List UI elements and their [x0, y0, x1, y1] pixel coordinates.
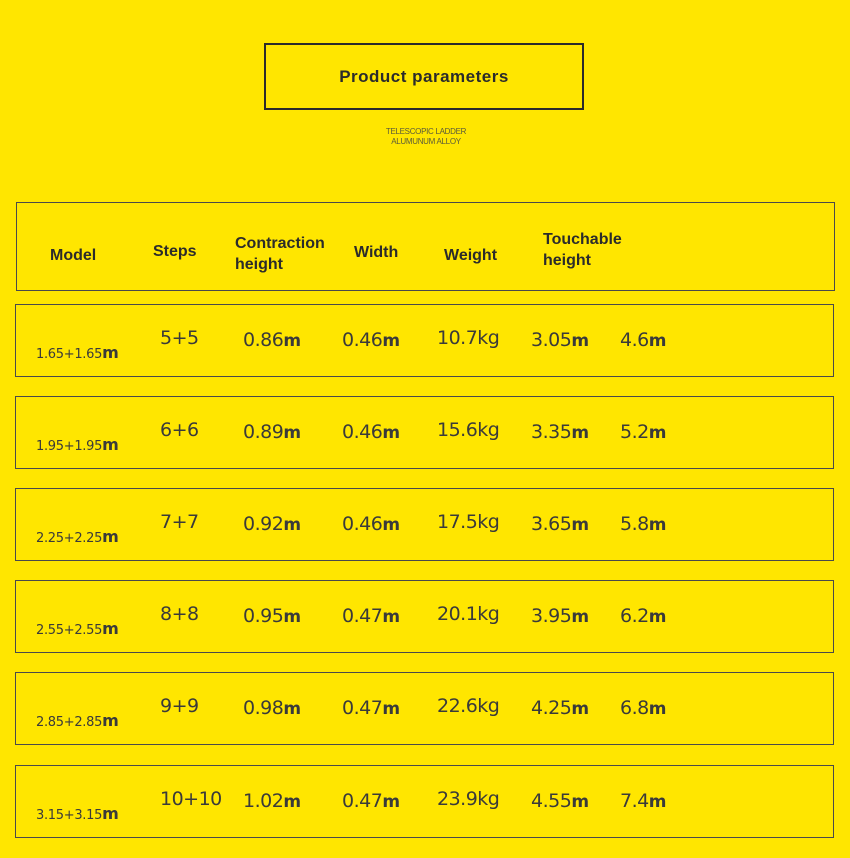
cell-steps: 7+7	[160, 511, 199, 533]
cell-weight: 17.5kg	[437, 511, 500, 533]
cell-steps: 10+10	[160, 788, 222, 810]
cell-steps: 9+9	[160, 695, 199, 717]
cell-weight: 15.6kg	[437, 419, 500, 441]
cell-steps: 5+5	[160, 327, 199, 349]
cell-extra-height: 5.8m	[620, 513, 666, 535]
cell-touchable-height: 3.35m	[531, 421, 589, 443]
table-row	[15, 304, 834, 377]
cell-contraction-height: 0.89m	[243, 421, 301, 443]
cell-model: 2.85+2.85m	[36, 711, 119, 730]
cell-model: 1.65+1.65m	[36, 343, 119, 362]
cell-touchable-height: 3.95m	[531, 605, 589, 627]
cell-contraction-height: 0.98m	[243, 697, 301, 719]
subtitle	[326, 127, 526, 147]
cell-weight: 10.7kg	[437, 327, 500, 349]
cell-model: 2.25+2.25m	[36, 527, 119, 546]
cell-steps: 6+6	[160, 419, 199, 441]
header-model: Model	[50, 247, 97, 264]
cell-weight: 23.9kg	[437, 788, 500, 810]
cell-width: 0.47m	[342, 605, 400, 627]
cell-width: 0.46m	[342, 421, 400, 443]
cell-touchable-height: 3.65m	[531, 513, 589, 535]
cell-model: 1.95+1.95m	[36, 435, 119, 454]
cell-touchable-height: 4.55m	[531, 790, 589, 812]
cell-contraction-height: 0.95m	[243, 605, 301, 627]
cell-width: 0.47m	[342, 697, 400, 719]
header-steps: Steps	[153, 243, 197, 260]
table-row	[15, 672, 834, 745]
cell-width: 0.46m	[342, 329, 400, 351]
subtitle-line-1: TELESCOPIC LADDER	[385, 127, 467, 136]
cell-extra-height: 6.8m	[620, 697, 666, 719]
table-row	[15, 396, 834, 469]
cell-extra-height: 5.2m	[620, 421, 666, 443]
header-touchable-height: Touchable height	[543, 231, 622, 269]
table-row	[15, 580, 834, 653]
cell-model: 2.55+2.55m	[36, 619, 119, 638]
cell-extra-height: 4.6m	[620, 329, 666, 351]
cell-weight: 20.1kg	[437, 603, 500, 625]
cell-touchable-height: 3.05m	[531, 329, 589, 351]
table-row	[15, 765, 834, 838]
cell-extra-height: 6.2m	[620, 605, 666, 627]
table-row	[15, 488, 834, 561]
table-header	[16, 202, 835, 291]
cell-width: 0.46m	[342, 513, 400, 535]
cell-model: 3.15+3.15m	[36, 804, 119, 823]
header-weight: Weight	[444, 247, 498, 264]
cell-width: 0.47m	[342, 790, 400, 812]
subtitle-line-2: ALUMUNUM ALLOY	[391, 137, 461, 146]
cell-steps: 8+8	[160, 603, 199, 625]
cell-weight: 22.6kg	[437, 695, 500, 717]
page-title: Product parameters	[339, 66, 509, 86]
cell-contraction-height: 0.86m	[243, 329, 301, 351]
header-contraction-height: Contraction height	[235, 235, 325, 273]
cell-extra-height: 7.4m	[620, 790, 666, 812]
cell-contraction-height: 1.02m	[243, 790, 301, 812]
header-width: Width	[354, 244, 399, 261]
cell-touchable-height: 4.25m	[531, 697, 589, 719]
cell-contraction-height: 0.92m	[243, 513, 301, 535]
title-box	[264, 43, 584, 110]
